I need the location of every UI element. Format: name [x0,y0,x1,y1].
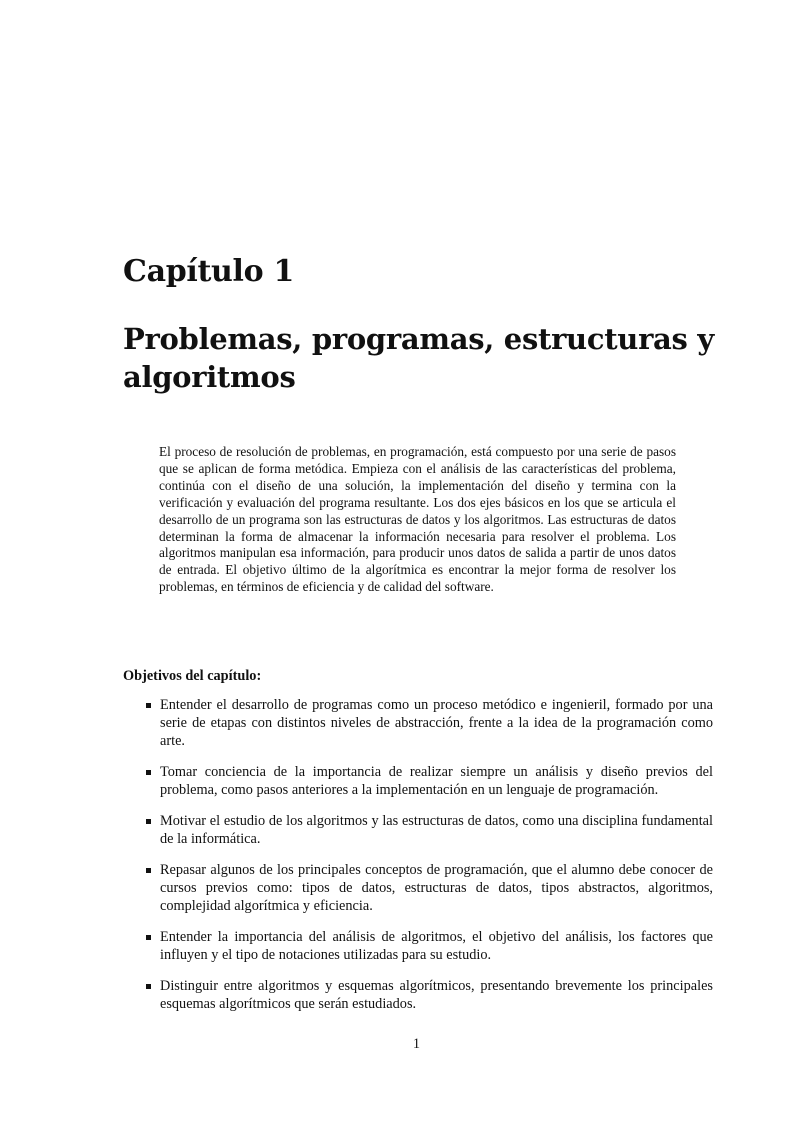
objectives-heading: Objetivos del capítulo: [123,668,262,684]
objective-item [123,978,713,1014]
objective-text: Entender el desarrollo de programas como un proceso metódico e ingenieril, formado por una serie de etapas con distintos niveles de abstracción, frente a la idea de la programación como arte. [160,697,713,749]
square-bullet-icon [146,868,151,873]
chapter-abstract: El proceso de resolución de problemas, en programación, está compuesto por una serie de pasos que se aplican de forma metódica. Empieza con el análisis de las características del problema, continúa con el diseño de una solución, la implementación del diseño y termina con la verificación y evaluación del programa resultante. Los dos ejes básicos en los que se articula el desarrollo de un programa son las estructuras de datos y los algoritmos. Las estructuras de datos determinan la forma de almacenar la información necesaria para resolver el problema. Los algoritmos manipulan esa información, para producir unos datos de salida a partir de unos datos de entrada. El objetivo último de la algorítmica es encontrar la mejor forma de resolver los problemas, en términos de eficiencia y de calidad del software. [159,444,676,595]
objective-item [123,813,713,849]
objectives-list [123,697,713,1027]
square-bullet-icon [146,770,151,775]
square-bullet-icon [146,935,151,940]
objective-text: Motivar el estudio de los algoritmos y las estructuras de datos, como una disciplina fundamental de la informática. [160,812,713,847]
chapter-label: Capítulo 1 [123,254,295,289]
objective-item [123,862,713,915]
square-bullet-icon [146,984,151,989]
objective-item [123,929,713,965]
objective-text: Distinguir entre algoritmos y esquemas algorítmicos, presentando brevemente los principales esquemas algorítmicos que serán estudiados. [160,978,713,1012]
chapter-title: Problemas, programas, estructuras y algoritmos [123,322,714,394]
square-bullet-icon [146,819,151,824]
page-number: 1 [412,1036,421,1052]
objective-text: Tomar conciencia de la importancia de realizar siempre un análisis y diseño previos del problema, como pasos anteriores a la implementación en un lenguaje de programación. [160,763,713,798]
objective-item [123,764,713,800]
objective-text: Repasar algunos de los principales conceptos de programación, que el alumno debe conocer de cursos previos como: tipos de datos, estructuras de datos, tipos abstractos, algoritmos, complejidad algorítmica y eficiencia. [160,862,713,914]
objective-text: Entender la importancia del análisis de algoritmos, el objetivo del análisis, los factores que influyen y el tipo de notaciones utilizadas para su estudio. [160,928,713,963]
square-bullet-icon [146,703,151,708]
objective-item [123,697,713,750]
